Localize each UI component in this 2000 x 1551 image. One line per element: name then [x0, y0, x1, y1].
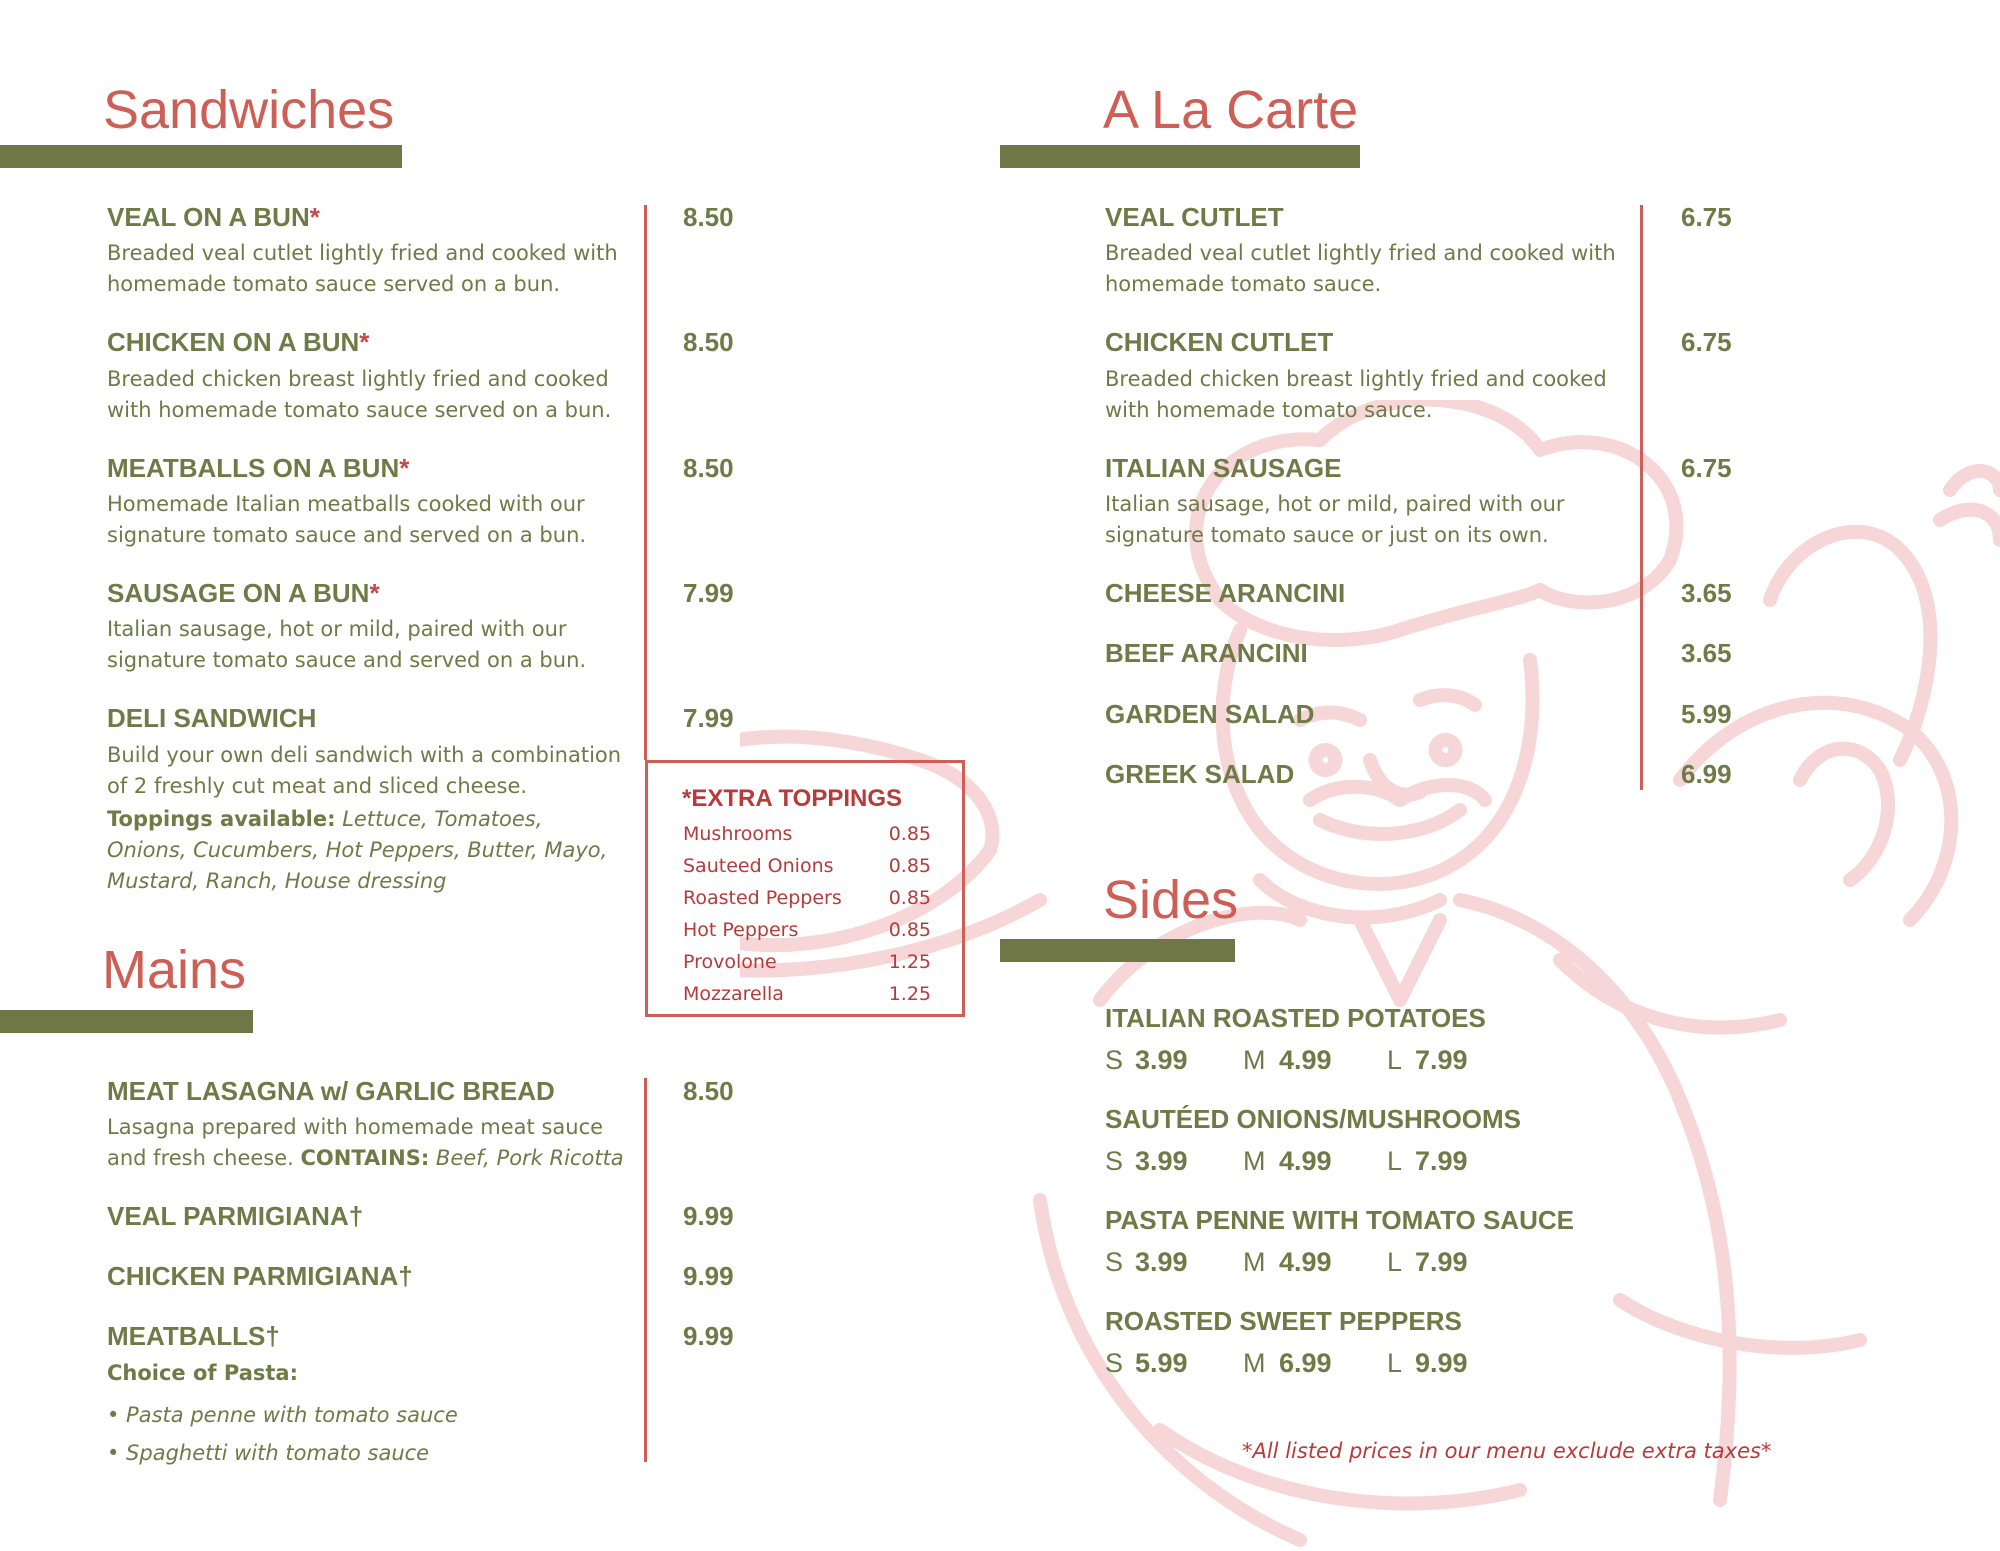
extra-toppings-title: *EXTRA TOPPINGS: [682, 785, 903, 812]
sandwich-item-price: 7.99: [683, 703, 734, 733]
a-la-carte-item-name: BEEF ARANCINI: [1105, 638, 1308, 668]
sandwiches-divider: [644, 205, 647, 760]
side-size-prices: S 5.99 M 6.99 L 9.99: [1105, 1348, 1468, 1378]
topping-row: Hot Peppers 0.85: [683, 919, 931, 941]
pasta-option: • Pasta penne with tomato sauce: [107, 1403, 458, 1427]
topping-row: Mushrooms 0.85: [683, 823, 931, 845]
main-item-price: 8.50: [683, 1076, 734, 1106]
a-la-carte-item-name: GARDEN SALAD: [1105, 699, 1315, 729]
a-la-carte-title: A La Carte: [1103, 80, 1359, 140]
a-la-carte-item-desc: Breaded veal cutlet lightly fried and cooked with homemade tomato sauce.: [1105, 241, 1616, 296]
side-item-name: ITALIAN ROASTED POTATOES: [1105, 1003, 1486, 1033]
sandwiches-title: Sandwiches: [103, 80, 395, 140]
main-item-price: 9.99: [683, 1321, 734, 1351]
side-item-name: ROASTED SWEET PEPPERS: [1105, 1306, 1462, 1336]
a-la-carte-item-price: 6.75: [1681, 453, 1732, 483]
pasta-choice-label: Choice of Pasta:: [107, 1361, 298, 1385]
sandwich-item-price: 8.50: [683, 453, 734, 483]
sandwich-item-price: 7.99: [683, 578, 734, 608]
a-la-carte-item-price: 6.75: [1681, 202, 1732, 232]
mains-title-bar: [0, 1010, 253, 1033]
side-item-name: SAUTÉED ONIONS/MUSHROOMS: [1105, 1104, 1522, 1134]
a-la-carte-title-bar: [1000, 145, 1360, 168]
tax-footnote: *All listed prices in our menu exclude extra taxes*: [1242, 1439, 1772, 1463]
topping-row: Mozzarella 1.25: [683, 983, 931, 1005]
sandwich-item-name: DELI SANDWICH: [107, 703, 317, 733]
side-size-prices: S 3.99 M 4.99 L 7.99: [1105, 1045, 1468, 1075]
sandwich-item-desc: Breaded chicken breast lightly fried and cooked with homemade tomato sauce served on a bun.: [107, 367, 612, 422]
sandwich-item-name: VEAL ON A BUN*: [107, 202, 320, 232]
main-item-name: VEAL PARMIGIANA†: [107, 1201, 364, 1231]
sandwich-item-name: CHICKEN ON A BUN*: [107, 327, 370, 357]
sides-title: Sides: [1103, 870, 1239, 930]
toppings-available-note: Toppings available: Lettuce, Tomatoes, Onions, Cucumbers, Hot Peppers, Butter, Mayo, Mustard, Ranch, House dressing: [107, 807, 608, 893]
topping-row: Sauteed Onions 0.85: [683, 855, 931, 877]
sandwich-item-desc: Breaded veal cutlet lightly fried and cooked with homemade tomato sauce served on a bun.: [107, 241, 618, 296]
sandwich-item-name: MEATBALLS ON A BUN*: [107, 453, 410, 483]
a-la-carte-item-price: 5.99: [1681, 699, 1732, 729]
sandwich-item-desc: Build your own deli sandwich with a combination of 2 freshly cut meat and sliced cheese.: [107, 743, 622, 798]
a-la-carte-item-price: 6.75: [1681, 327, 1732, 357]
sandwiches-title-bar: [0, 145, 402, 168]
a-la-carte-item-price: 3.65: [1681, 578, 1732, 608]
a-la-carte-item-price: 3.65: [1681, 638, 1732, 668]
topping-row: Provolone 1.25: [683, 951, 931, 973]
main-item-name: MEAT LASAGNA w/ GARLIC BREAD: [107, 1076, 555, 1106]
main-item-name: MEATBALLS†: [107, 1321, 280, 1351]
sides-title-bar: [1000, 939, 1235, 962]
sandwich-item-price: 8.50: [683, 202, 734, 232]
a-la-carte-item-name: VEAL CUTLET: [1105, 202, 1284, 232]
a-la-carte-item-name: GREEK SALAD: [1105, 759, 1295, 789]
topping-row: Roasted Peppers 0.85: [683, 887, 931, 909]
pasta-option: • Spaghetti with tomato sauce: [107, 1441, 430, 1465]
a-la-carte-item-name: ITALIAN SAUSAGE: [1105, 453, 1342, 483]
side-item-name: PASTA PENNE WITH TOMATO SAUCE: [1105, 1205, 1574, 1235]
main-item-desc: Lasagna prepared with homemade meat sauce and fresh cheese. CONTAINS: Beef, Pork Ricotta: [107, 1115, 624, 1170]
main-item-price: 9.99: [683, 1261, 734, 1291]
a-la-carte-item-desc: Breaded chicken breast lightly fried and cooked with homemade tomato sauce.: [1105, 367, 1607, 422]
a-la-carte-item-price: 6.99: [1681, 759, 1732, 789]
a-la-carte-item-name: CHICKEN CUTLET: [1105, 327, 1334, 357]
sandwich-item-desc: Homemade Italian meatballs cooked with our signature tomato sauce and served on a bun.: [107, 492, 587, 547]
side-size-prices: S 3.99 M 4.99 L 7.99: [1105, 1146, 1468, 1176]
main-item-name: CHICKEN PARMIGIANA†: [107, 1261, 413, 1291]
side-size-prices: S 3.99 M 4.99 L 7.99: [1105, 1247, 1468, 1277]
main-item-price: 9.99: [683, 1201, 734, 1231]
a-la-carte-item-desc: Italian sausage, hot or mild, paired with our signature tomato sauce or just on its own.: [1105, 492, 1565, 547]
a-la-carte-divider: [1640, 205, 1643, 790]
sandwich-item-price: 8.50: [683, 327, 734, 357]
sandwich-item-name: SAUSAGE ON A BUN*: [107, 578, 380, 608]
a-la-carte-item-name: CHEESE ARANCINI: [1105, 578, 1346, 608]
mains-title: Mains: [102, 940, 247, 1000]
sandwich-item-desc: Italian sausage, hot or mild, paired with our signature tomato sauce and served on a bun.: [107, 617, 587, 672]
